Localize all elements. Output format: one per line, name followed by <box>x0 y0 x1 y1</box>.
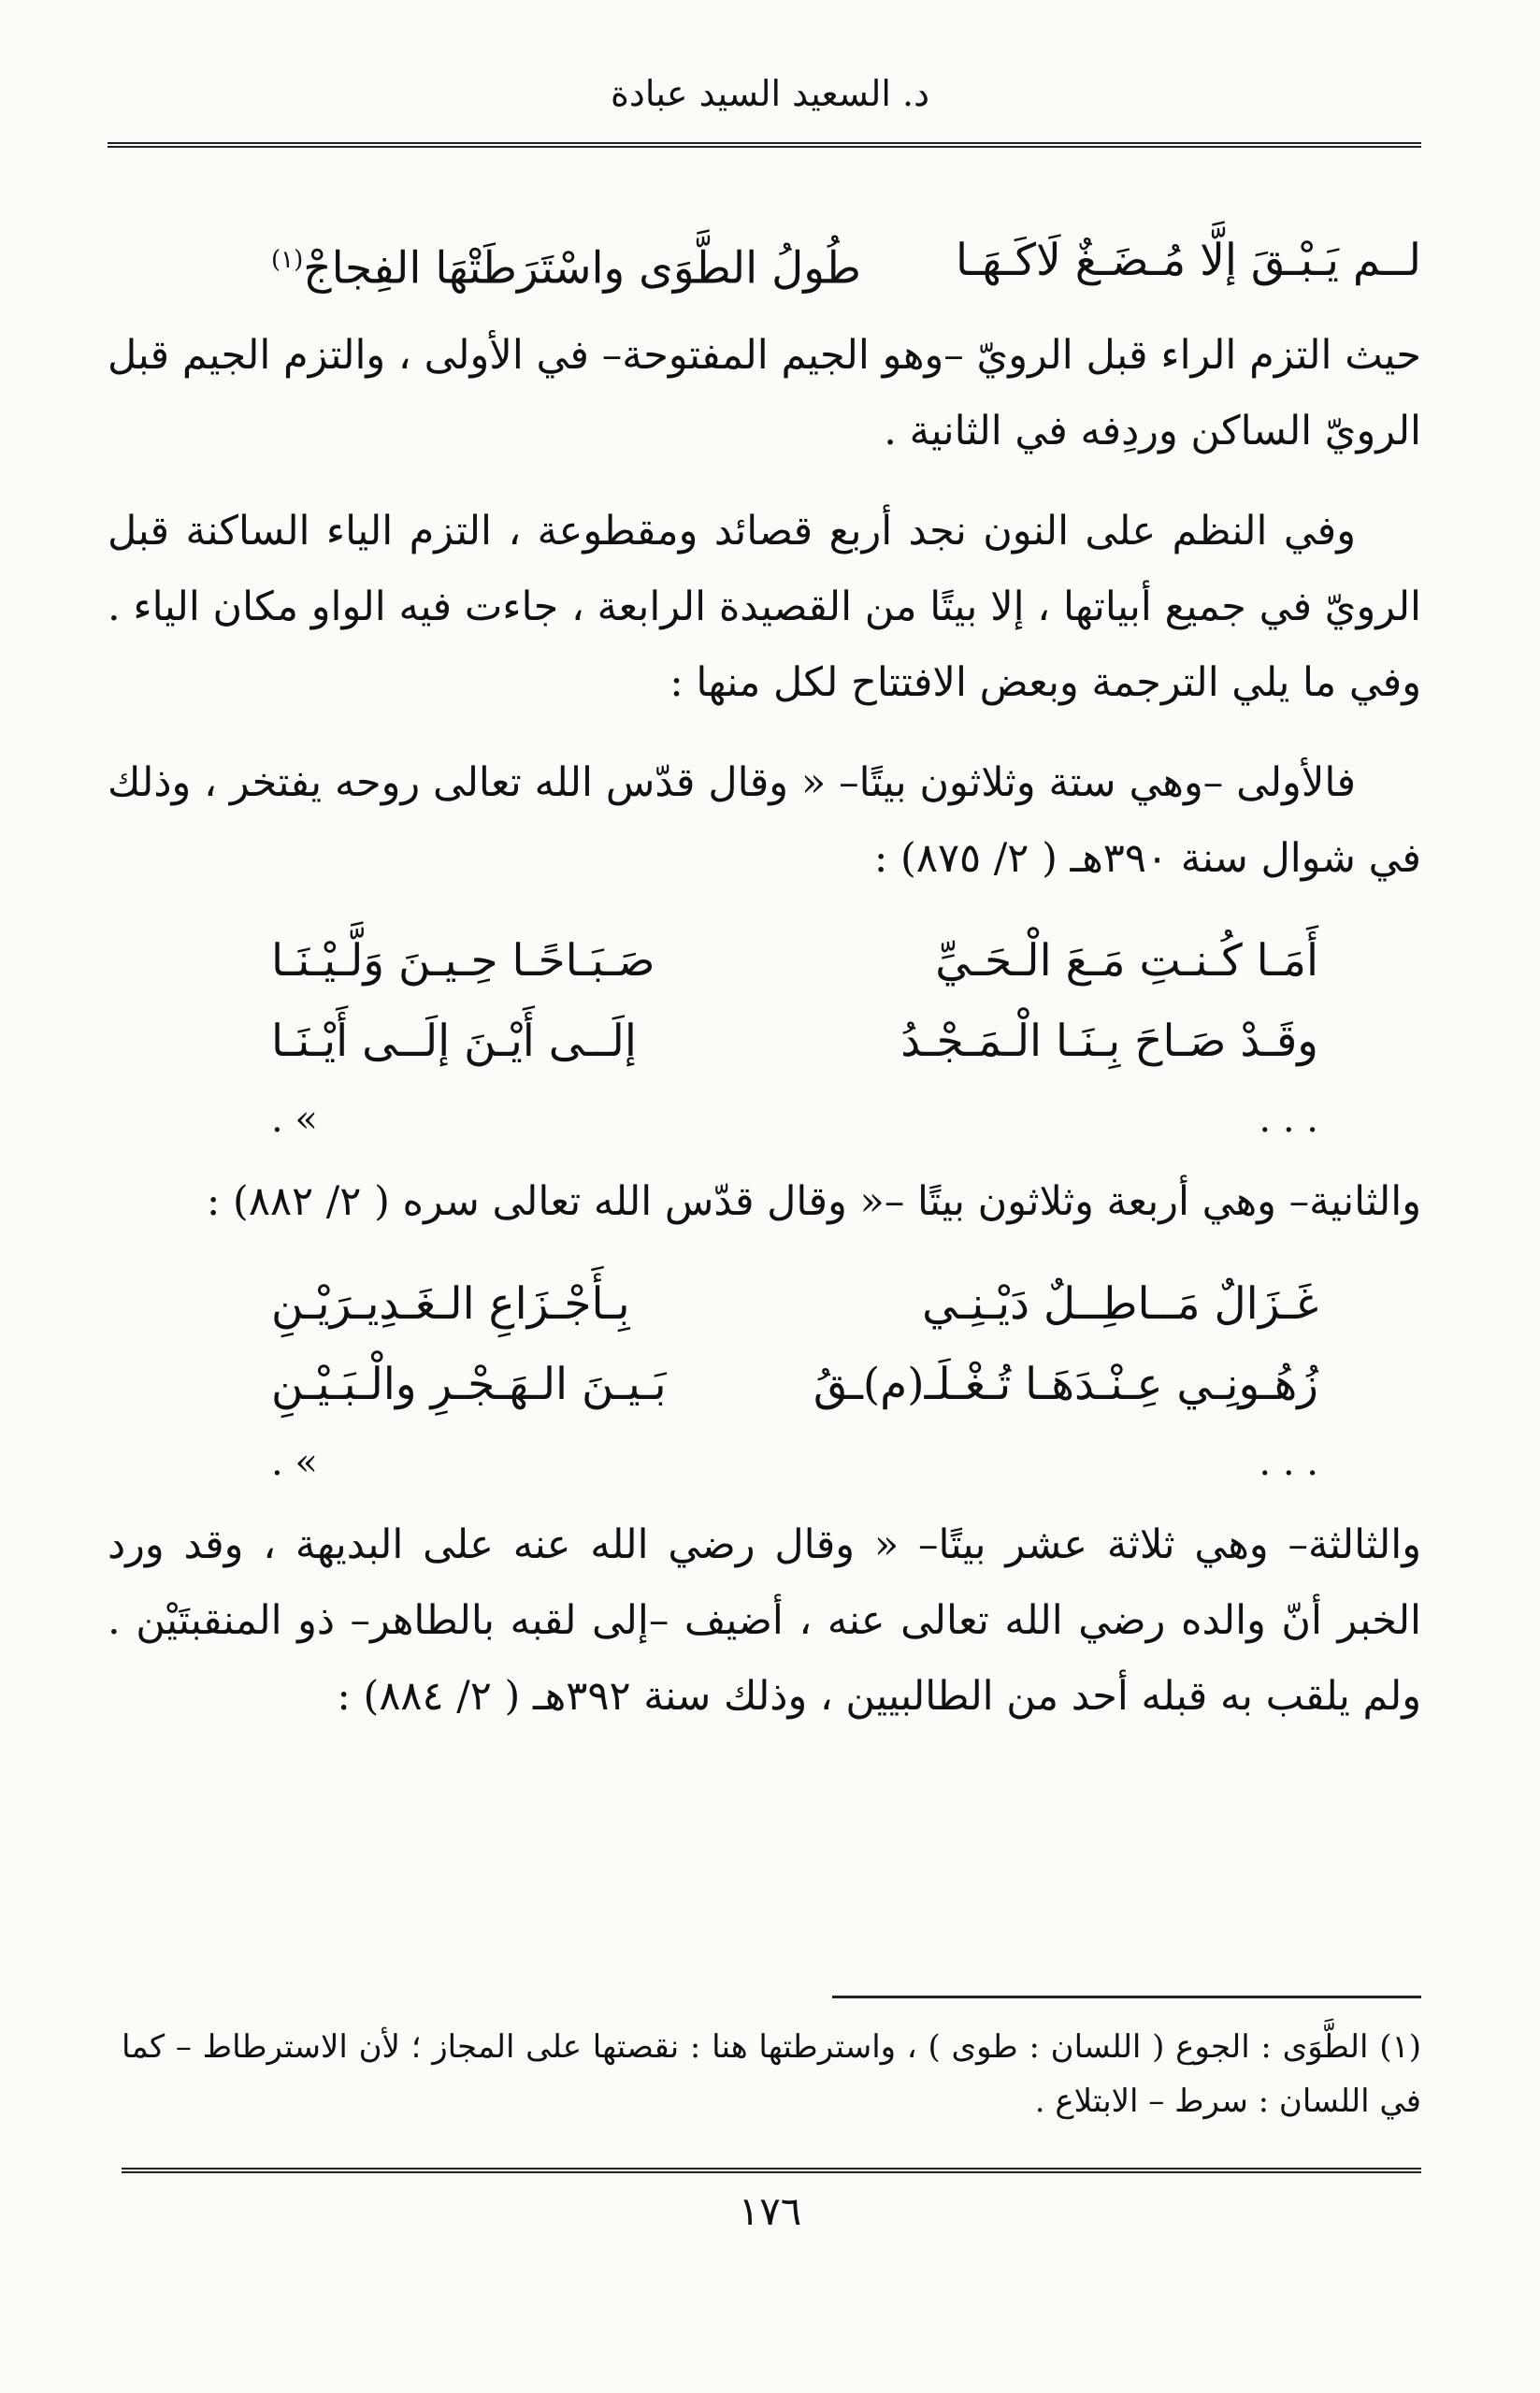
verse-hemistich-left <box>271 223 861 307</box>
poem-2 <box>108 1264 1421 1500</box>
verse-hemistich-left: بِـأَجْـزَاعِ الـغَـدِيـرَيْـنِ <box>271 1277 630 1330</box>
poem-1 <box>108 921 1421 1157</box>
ellipsis: . . . <box>1259 1440 1318 1484</box>
verse-hemistich-left-text: طُولُ الطَّوَى واسْتَرَطَتْهَا الفِجاجْ <box>303 242 861 295</box>
verse-hemistich-right: أَمَـا كُـنـتِ مَـعَ الْـحَـيِّ <box>935 934 1318 987</box>
verse-hemistich-left: صَـبَـاحًـا حِـيـنَ وَلَّـيْـنَـا <box>271 934 655 987</box>
closing-quote: » . <box>271 1097 318 1141</box>
running-header: د. السعيد السيد عبادة <box>610 73 930 114</box>
verse-hemistich-right: وقَـدْ صَـاحَ بِـنَـا الْـمَـجْـدُ <box>900 1015 1318 1067</box>
poem-1-line-2 <box>271 1002 1318 1082</box>
poem-2-line-1 <box>271 1264 1318 1345</box>
header-divider <box>108 142 1421 148</box>
ellipsis: . . . <box>1259 1097 1318 1141</box>
paragraph-2: وفي النظم على النون نجد أربع قصائد ومقطوعة ، التزم الياء الساكنة قبل الرويّ في جميع أبياتها ، إلا بيتًا من القصيدة الرابعة ، جاءت فيه الواو مكان الياء . وفي ما يلي الترجمة وبعض الافتتاح لكل منها : <box>108 507 1421 706</box>
verse-hemistich-right: لــم يَـبْـقَ إلَّا مُـضَـغٌ لَاكَـهَـا <box>956 235 1421 286</box>
paragraph-1: حيث التزم الراء قبل الرويّ –وهو الجيم المفتوحة– في الأولى ، والتزم الجيم قبل الرويّ الساكن وردِفه في الثانية . <box>108 331 1421 454</box>
main-text <box>108 206 1421 1759</box>
verse-hemistich-right: زُهُـونِـي عِـنْـدَهَـا تُـغْـلَـ(م)ـقُ <box>813 1358 1318 1410</box>
poem-2-line-2 <box>271 1345 1318 1425</box>
paragraph-4: والثانية– وهي أربعة وثلاثون بيتًا –« وقال قدّس الله تعالى سره ( ٢/ ٨٨٢) : <box>206 1177 1421 1225</box>
footnote: (١) الطَّوَى : الجوع ( اللسان : طوى ) ، واسترطتها هنا : نقصتها على المجاز ؛ لأن الاسترطاط – كما في اللسان : سرط – الابتلاع . <box>122 2028 1421 2120</box>
poem-1-line-1 <box>271 921 1318 1002</box>
opening-verse <box>108 223 1421 307</box>
closing-quote: » . <box>271 1440 318 1484</box>
verse-hemistich-left: إلَــى أَيْـنَ إلَــى أَيْـنَـا <box>271 1015 637 1067</box>
footer-divider <box>122 2168 1421 2173</box>
verse-hemistich-right: غَـزَالٌ مَــاطِــلٌ دَيْـنِـي <box>922 1277 1318 1330</box>
page-number: ١٧٦ <box>738 2188 802 2234</box>
poem-2-ending <box>271 1425 1318 1500</box>
paragraph-5: والثالثة– وهي ثلاثة عشر بيتًا– « وقال رضي الله عنه على البديهة ، وقد ورد الخبر أنّ والده رضي الله تعالى عنه ، أضيف –إلى لقبه بالطاهر– ذو المنقبتَيْن . ولم يلقب به قبله أحد من الطالبيين ، وذلك سنة ٣٩٢هـ ( ٢/ ٨٨٤) : <box>108 1521 1421 1720</box>
verse-hemistich-left: بَـيـنَ الـهَـجْـرِ والْـبَـيْـنِ <box>271 1358 667 1410</box>
paragraph-3: فالأولى –وهي ستة وثلاثون بيتًا– « وقال قدّس الله تعالى روحه يفتخر ، وذلك في شوال سنة ٣٩٠هـ ( ٢/ ٨٧٥) : <box>108 758 1421 882</box>
footnote-divider <box>832 1996 1421 1998</box>
footnote-marker[interactable]: (١) <box>271 246 304 274</box>
poem-1-ending <box>271 1082 1318 1157</box>
